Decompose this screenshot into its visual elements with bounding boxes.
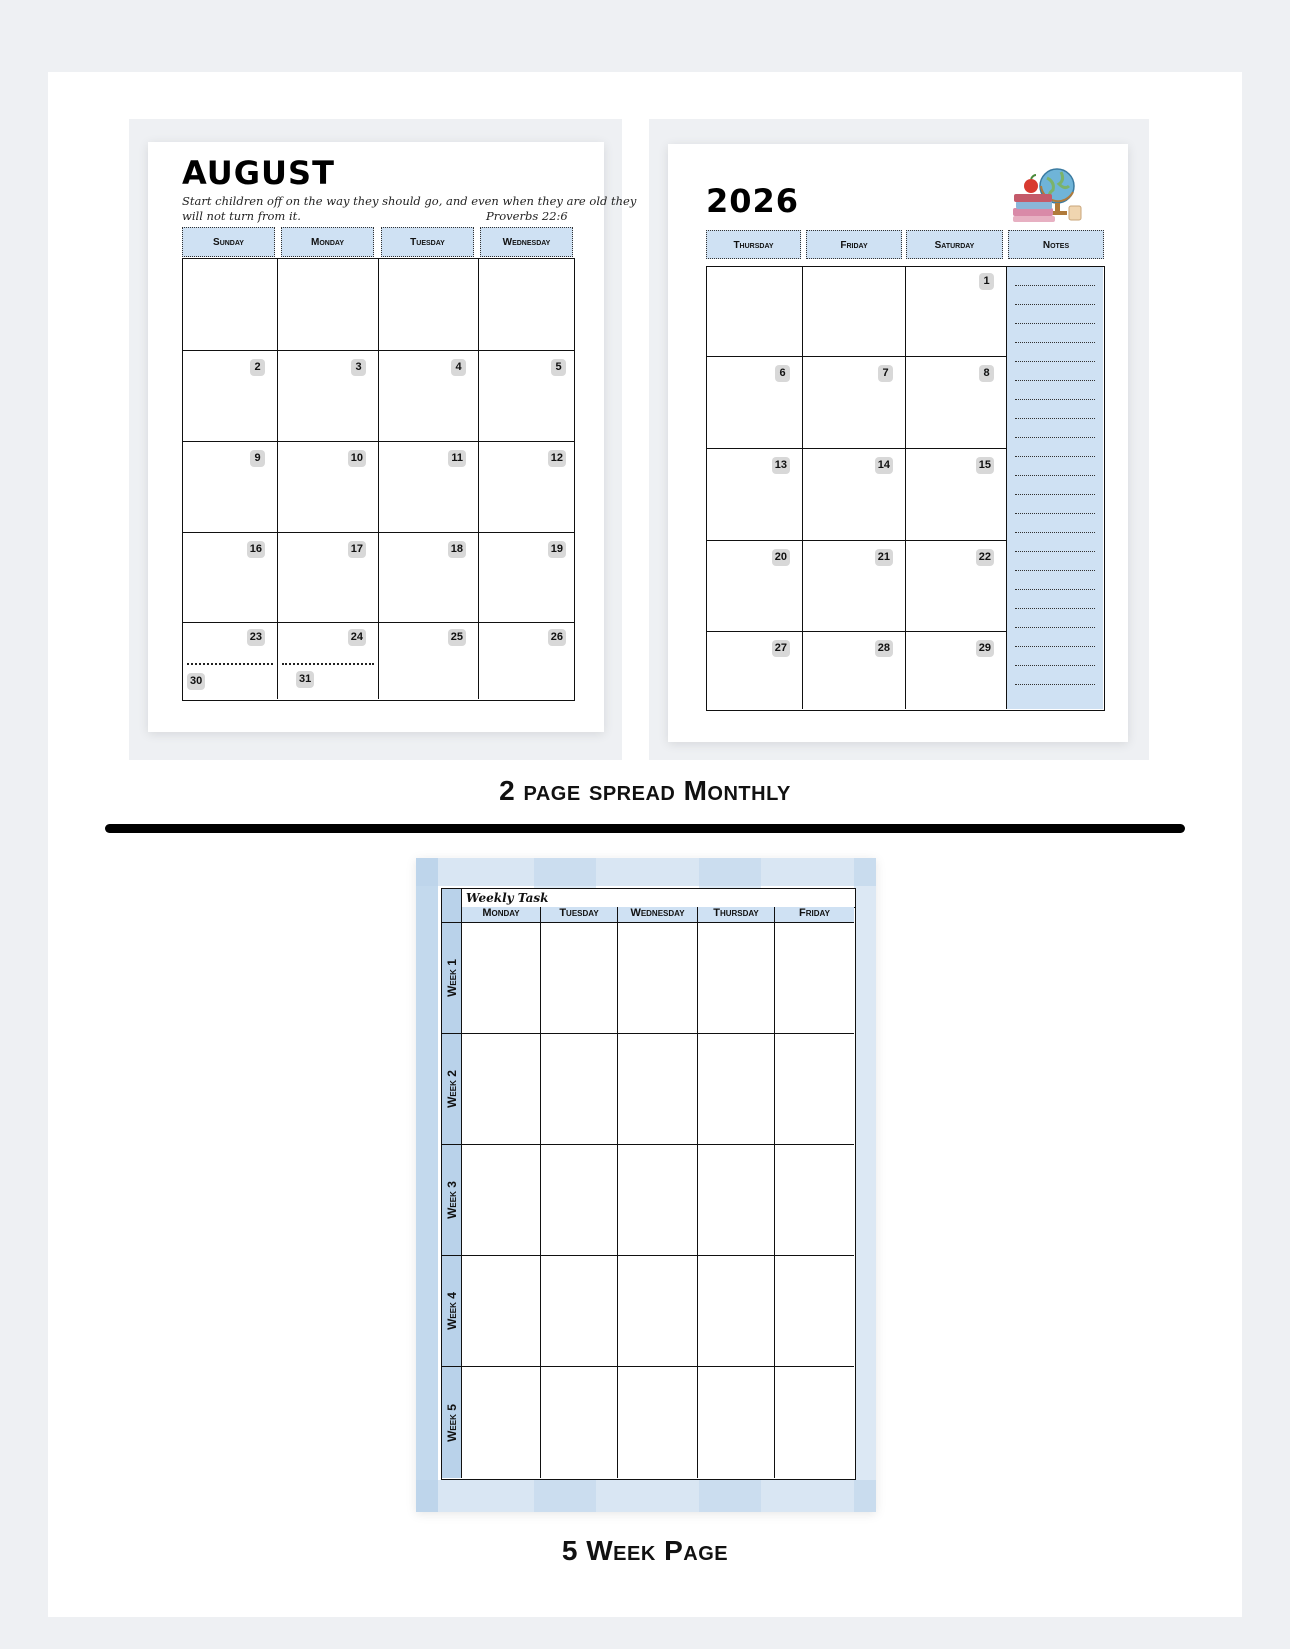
week-day-cell[interactable] — [618, 923, 698, 1034]
month-title: AUGUST — [182, 154, 335, 192]
day-cell[interactable] — [479, 351, 574, 442]
dayhead-friday: Friday — [806, 230, 902, 259]
day-cell[interactable] — [379, 533, 479, 623]
day-cell[interactable] — [479, 442, 574, 533]
split-divider — [282, 663, 374, 665]
day-number: 30 — [187, 673, 205, 690]
right-monthly-page — [668, 144, 1128, 742]
week-day-cell[interactable] — [541, 1256, 618, 1367]
week-day-cell[interactable] — [541, 1367, 618, 1478]
notes-line — [1015, 342, 1095, 343]
gingham-stripe — [416, 1480, 876, 1512]
day-number: 4 — [451, 359, 466, 376]
notes-line — [1015, 475, 1095, 476]
week-day-cell[interactable] — [618, 1145, 698, 1256]
day-cell[interactable] — [803, 541, 906, 632]
week-day-cell[interactable] — [541, 923, 618, 1034]
day-number: 25 — [448, 629, 466, 646]
day-cell[interactable] — [906, 541, 1006, 632]
caption-monthly-spread: 2 page spread Monthly — [499, 775, 791, 806]
notes-line — [1015, 589, 1095, 590]
week-day-cell[interactable] — [541, 1145, 618, 1256]
day-cell[interactable] — [379, 623, 479, 699]
year-title: 2026 — [706, 182, 800, 220]
day-number: 29 — [976, 640, 994, 657]
left-monthly-page — [148, 142, 637, 732]
left-sheet-frame — [129, 119, 637, 760]
week-day-cell[interactable] — [618, 1256, 698, 1367]
day-number: 26 — [548, 629, 566, 646]
day-cell[interactable] — [707, 267, 803, 357]
day-number: 23 — [247, 629, 265, 646]
notes-line — [1015, 551, 1095, 552]
day-number: 27 — [772, 640, 790, 657]
notes-line — [1015, 684, 1095, 685]
dayhead-thursday: Thursday — [706, 230, 801, 259]
day-cell[interactable] — [379, 351, 479, 442]
split-divider — [187, 663, 273, 665]
week-day-cell[interactable] — [775, 1034, 854, 1145]
notes-line — [1015, 456, 1095, 457]
gingham-stripe — [416, 858, 876, 886]
dayhead-tuesday: Tuesday — [381, 227, 474, 257]
day-number: 12 — [548, 450, 566, 467]
week-day-cell[interactable] — [775, 923, 854, 1034]
notes-column[interactable] — [1006, 267, 1103, 709]
week-day-cell[interactable] — [462, 1034, 541, 1145]
notes-line — [1015, 399, 1095, 400]
day-cell[interactable] — [906, 357, 1006, 449]
day-number: 22 — [976, 549, 994, 566]
week-day-cell[interactable] — [775, 1367, 854, 1478]
day-cell[interactable] — [707, 632, 803, 709]
day-number: 16 — [247, 541, 265, 558]
day-cell[interactable] — [183, 623, 278, 699]
day-number: 7 — [878, 365, 893, 382]
day-cell[interactable] — [379, 442, 479, 533]
week-label-text: Week 3 — [444, 1181, 459, 1219]
week-day-cell[interactable] — [698, 1256, 775, 1367]
five-week-page — [416, 858, 876, 1512]
notes-line — [1015, 513, 1095, 514]
day-number: 24 — [348, 629, 366, 646]
weekday-head-friday: Friday — [775, 907, 854, 923]
notes-line — [1015, 570, 1095, 571]
day-cell[interactable] — [906, 449, 1006, 541]
day-cell[interactable] — [479, 259, 574, 351]
week-day-cell[interactable] — [618, 1034, 698, 1145]
week-label-text: Week 5 — [444, 1403, 459, 1442]
day-number: 13 — [772, 457, 790, 474]
notes-line — [1015, 380, 1095, 381]
notes-line — [1015, 418, 1095, 419]
week-label-text: Week 4 — [444, 1292, 459, 1330]
verse-line-2: will not turn from it. — [182, 209, 301, 223]
day-cell[interactable] — [479, 623, 574, 699]
week-label — [442, 1034, 462, 1145]
day-cell[interactable] — [278, 259, 379, 351]
day-number: 5 — [551, 359, 566, 376]
day-cell[interactable] — [803, 449, 906, 541]
week-label — [442, 923, 462, 1034]
day-cell[interactable] — [278, 533, 379, 623]
day-number: 9 — [250, 450, 265, 467]
week-day-cell[interactable] — [698, 923, 775, 1034]
weekly-grid — [441, 888, 856, 1480]
week-day-cell[interactable] — [462, 1145, 541, 1256]
day-cell[interactable] — [183, 351, 278, 442]
day-number: 28 — [875, 640, 893, 657]
dayhead-notes: Notes — [1008, 230, 1104, 259]
week-day-cell[interactable] — [462, 1256, 541, 1367]
dayhead-sunday: Sunday — [182, 227, 275, 257]
week-day-cell[interactable] — [698, 1145, 775, 1256]
day-cell[interactable] — [803, 632, 906, 709]
right-sheet-frame — [649, 119, 1149, 760]
school-books-globe-icon — [1009, 158, 1089, 228]
weekday-head-thursday: Thursday — [698, 907, 775, 923]
notes-line — [1015, 437, 1095, 438]
day-number: 10 — [348, 450, 366, 467]
notes-line — [1015, 285, 1095, 286]
corner-cell — [442, 889, 462, 923]
week-day-cell[interactable] — [541, 1034, 618, 1145]
day-number: 11 — [448, 450, 466, 467]
week-label — [442, 1145, 462, 1256]
day-cell[interactable] — [183, 259, 278, 351]
week-label — [442, 1367, 462, 1478]
weekly-task-label: Weekly Task — [466, 891, 549, 905]
notes-line — [1015, 361, 1095, 362]
product-card — [48, 72, 1242, 1617]
weekday-head-wednesday: Wednesday — [618, 907, 698, 923]
day-cell[interactable] — [707, 449, 803, 541]
day-cell[interactable] — [278, 351, 379, 442]
notes-line — [1015, 323, 1095, 324]
week-label-text: Week 1 — [444, 959, 459, 997]
day-number: 1 — [979, 273, 994, 290]
right-calendar-grid — [706, 266, 1105, 711]
notes-line — [1015, 532, 1095, 533]
day-number: 20 — [772, 549, 790, 566]
dayhead-saturday: Saturday — [906, 230, 1003, 259]
section-divider — [105, 824, 1185, 833]
week-label-text: Week 2 — [444, 1070, 459, 1108]
left-calendar-grid — [182, 258, 575, 701]
day-cell[interactable] — [379, 259, 479, 351]
day-number: 6 — [775, 365, 790, 382]
verse-line-1: Start children off on the way they should go, and even when they are old they — [182, 194, 637, 208]
day-cell[interactable] — [278, 442, 379, 533]
day-cell[interactable] — [183, 533, 278, 623]
notes-line — [1015, 665, 1095, 666]
verse-reference: Proverbs 22:6 — [486, 209, 568, 223]
day-cell[interactable] — [906, 267, 1006, 357]
weekday-head-tuesday: Tuesday — [541, 907, 618, 923]
notes-line — [1015, 304, 1095, 305]
day-number: 17 — [348, 541, 366, 558]
caption-five-week: 5 Week Page — [561, 1535, 729, 1566]
day-cell[interactable] — [183, 442, 278, 533]
week-day-cell[interactable] — [462, 923, 541, 1034]
day-cell[interactable] — [278, 623, 379, 699]
day-cell[interactable] — [803, 357, 906, 449]
day-cell[interactable] — [479, 533, 574, 623]
gingham-stripe — [854, 858, 876, 1512]
day-number: 3 — [351, 359, 366, 376]
day-number: 14 — [875, 457, 893, 474]
week-day-cell[interactable] — [462, 1367, 541, 1478]
week-day-cell[interactable] — [698, 1034, 775, 1145]
dayhead-wednesday: Wednesday — [480, 227, 573, 257]
gingham-stripe — [416, 858, 438, 1512]
day-number: 15 — [976, 457, 994, 474]
week-day-cell[interactable] — [618, 1367, 698, 1478]
day-cell[interactable] — [707, 541, 803, 632]
day-number: 18 — [448, 541, 466, 558]
notes-line — [1015, 646, 1095, 647]
day-cell[interactable] — [906, 632, 1006, 709]
day-number: 8 — [979, 365, 994, 382]
week-day-cell[interactable] — [775, 1145, 854, 1256]
weekday-head-monday: Monday — [462, 907, 541, 923]
day-number: 19 — [548, 541, 566, 558]
notes-line — [1015, 494, 1095, 495]
day-number: 2 — [250, 359, 265, 376]
week-day-cell[interactable] — [698, 1367, 775, 1478]
day-cell[interactable] — [803, 267, 906, 357]
day-number: 31 — [296, 671, 314, 688]
day-number: 21 — [875, 549, 893, 566]
notes-line — [1015, 627, 1095, 628]
week-day-cell[interactable] — [775, 1256, 854, 1367]
notes-line — [1015, 608, 1095, 609]
dayhead-monday: Monday — [281, 227, 374, 257]
day-cell[interactable] — [707, 357, 803, 449]
week-label — [442, 1256, 462, 1367]
